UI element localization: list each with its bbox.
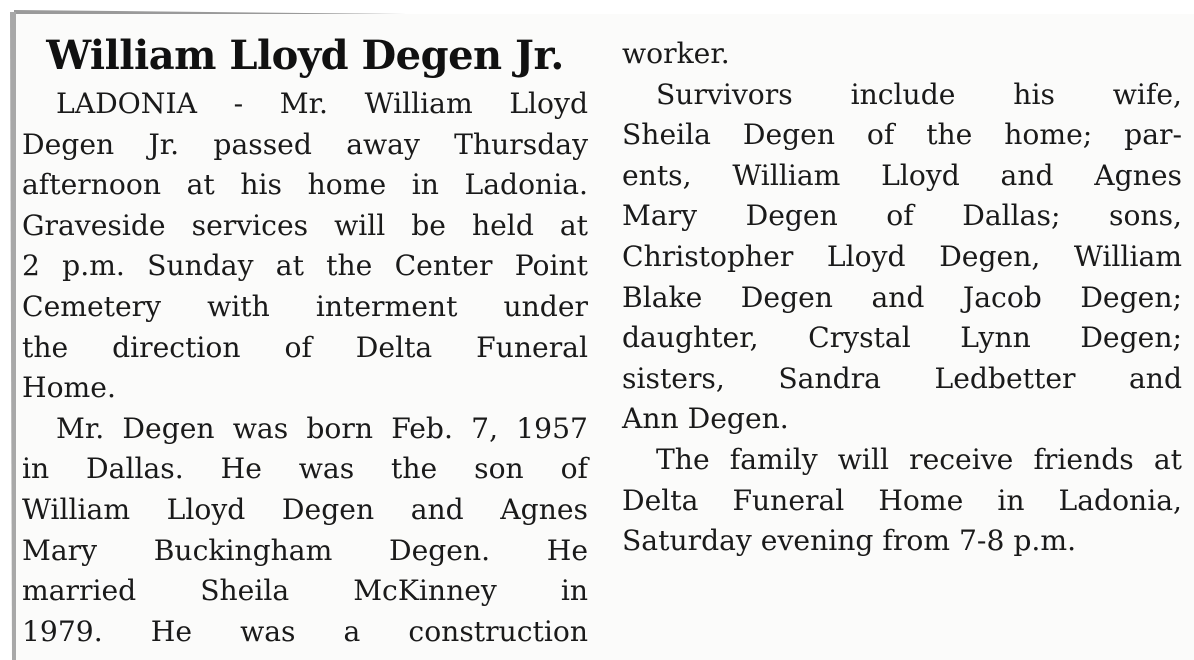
obituary-headline: William Lloyd Degen Jr. [46,32,564,79]
text-line: Mary Buckingham Degen. He [22,533,588,567]
text-line: ents, William Lloyd and Agnes [622,158,1182,192]
text-line: afternoon at his home in Ladonia. [22,168,588,202]
text-line: LADONIA - Mr. William Lloyd [56,87,588,120]
text-line: Mr. Degen was born Feb. 7, 1957 [56,411,588,445]
text-line: Ann Degen. [622,402,789,436]
text-line: Home. [22,371,116,405]
text-line: Saturday evening from 7-8 p.m. [622,524,1077,558]
text-line: in Dallas. He was the son of [22,452,588,486]
right-column [622,34,1182,562]
text-line: sisters, Sandra Ledbetter and [622,361,1182,395]
text-line: married Sheila McKinney in [22,574,588,608]
text-line: Blake Degen and Jacob Degen; [622,280,1182,314]
left-column [22,34,588,652]
text-line: daughter, Crystal Lynn Degen; [622,321,1182,355]
text-line: Survivors include his wife, [656,77,1182,111]
text-line: 1979. He was a construction [22,614,588,648]
text-line: Christopher Lloyd Degen, William [622,239,1182,273]
text-line: worker. [622,37,730,70]
text-line: the direction of Delta Funeral [22,330,588,364]
newspaper-clipping [16,14,1194,660]
text-line: Mary Degen of Dallas; sons, [622,199,1182,233]
text-line: The family will receive friends at [656,442,1182,476]
text-line: Graveside services will be held at [22,208,588,242]
left-column-lines [22,84,588,652]
text-line: Delta Funeral Home in Ladonia, [622,483,1182,517]
text-line: 2 p.m. Sunday at the Center Point [22,249,588,283]
text-line: Sheila Degen of the home; par- [622,118,1182,152]
text-line: Degen Jr. passed away Thursday [22,127,588,161]
text-line: Cemetery with interment under [22,289,588,323]
text-line: William Lloyd Degen and Agnes [22,492,588,526]
